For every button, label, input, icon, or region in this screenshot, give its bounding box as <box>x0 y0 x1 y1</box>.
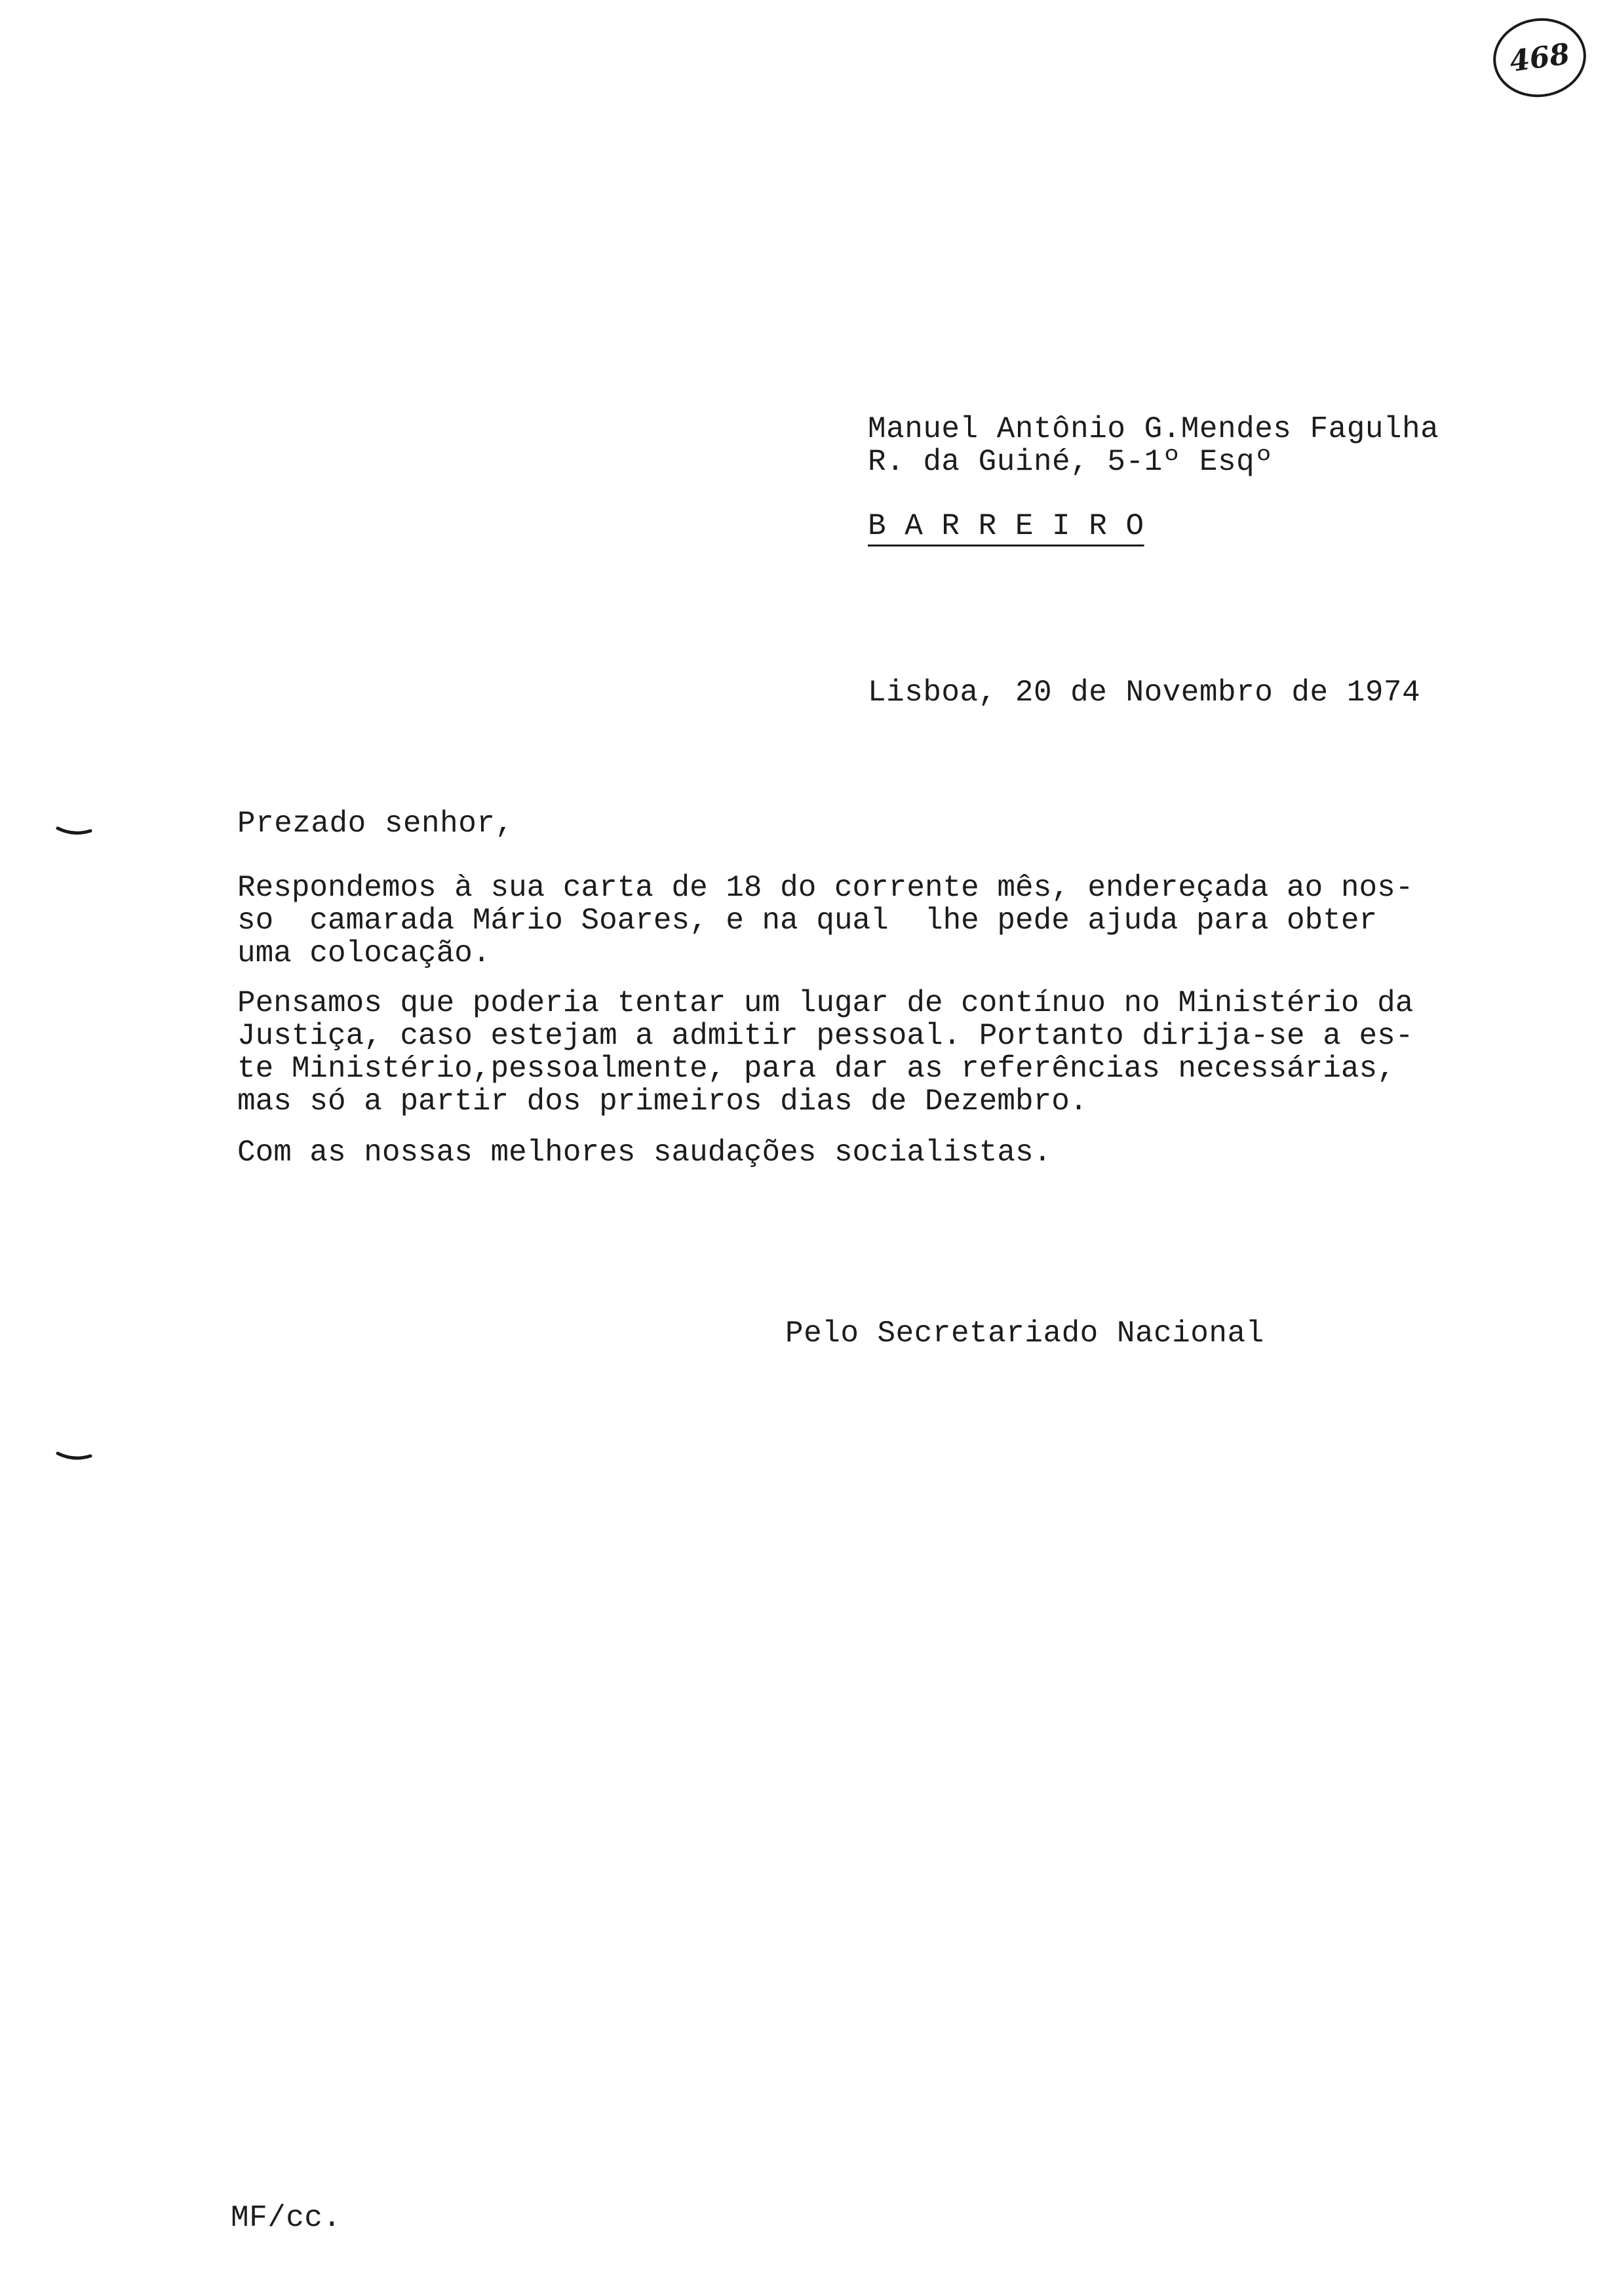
paragraph-line: Pensamos que poderia tentar um lugar de contínuo no Ministério da <box>237 986 1414 1020</box>
reference-initials: MF/cc. <box>231 2201 341 2235</box>
date-line: Lisboa, 20 de Novembro de 1974 <box>868 676 1421 710</box>
paragraph-2 <box>237 987 1522 1118</box>
paragraph-line: Respondemos à sua carta de 18 do corrente mês, endereçada ao nos- <box>237 871 1414 905</box>
paragraph-line: Justiça, caso estejam a admitir pessoal. Portanto dirija-se a es- <box>237 1019 1414 1053</box>
binder-mark-icon <box>55 824 94 839</box>
archive-number: 468 <box>1507 37 1572 79</box>
paragraph-line: uma colocação. <box>237 936 491 970</box>
paragraph-line: te Ministério,pessoalmente, para dar as referências necessárias, <box>237 1052 1395 1086</box>
archive-number-stamp <box>1488 12 1591 104</box>
paragraph-line: Com as nossas melhores saudações socialistas. <box>237 1136 1052 1170</box>
paragraph-3 <box>237 1136 1522 1169</box>
recipient-city: B A R R E I R O <box>868 509 1144 543</box>
signature-line: Pelo Secretariado Nacional <box>785 1316 1264 1350</box>
salutation: Prezado senhor, <box>237 807 514 841</box>
paragraph-line: mas só a partir dos primeiros dias de Dezembro. <box>237 1084 1088 1119</box>
binder-mark-icon <box>55 1449 94 1464</box>
recipient-name: Manuel Antônio G.Mendes Fagulha <box>868 412 1439 446</box>
recipient-address: R. da Guiné, 5-1º Esqº <box>868 445 1274 479</box>
paragraph-line: so camarada Mário Soares, e na qual lhe pede ajuda para obter <box>237 904 1378 938</box>
paragraph-1 <box>237 871 1522 970</box>
